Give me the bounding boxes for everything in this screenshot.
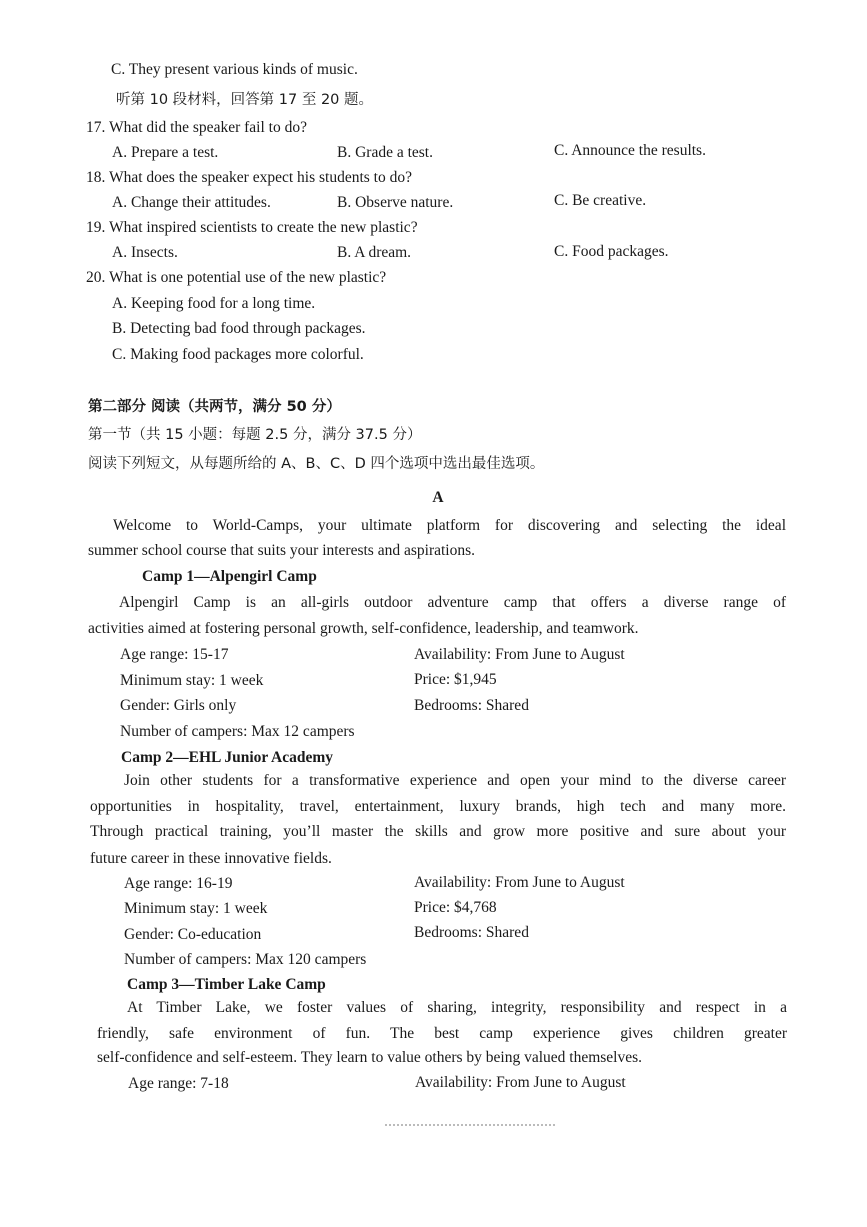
part2-heading: 第二部分 阅读（共两节，满分 50 分） <box>88 399 341 415</box>
camp-3-desc-line-2: friendly, safe environment of fun. The best camp experience gives children greater <box>97 1025 787 1042</box>
question-17-option-b: B. Grade a test. <box>337 144 433 161</box>
camp-1-availability: Availability: From June to August <box>414 646 625 663</box>
camp-1-age: Age range: 15-17 <box>120 646 229 663</box>
question-19-option-c: C. Food packages. <box>554 243 669 260</box>
camp-3-availability: Availability: From June to August <box>415 1074 626 1091</box>
camp-1-title: Camp 1—Alpengirl Camp <box>142 568 317 585</box>
camp-2-price: Price: $4,768 <box>414 899 497 916</box>
camp-3-desc-line-3: self-confidence and self-esteem. They learn to value others by being valued themselves. <box>97 1049 643 1066</box>
listening-section-intro: 听第 10 段材料，回答第 17 至 20 题。 <box>116 92 374 108</box>
camp-2-stay: Minimum stay: 1 week <box>124 900 268 917</box>
page-footer-smudge <box>385 1124 555 1130</box>
camp-1-campers: Number of campers: Max 12 campers <box>120 723 355 740</box>
camp-2-gender: Gender: Co-education <box>124 926 262 943</box>
passage-letter: A <box>432 489 444 506</box>
camp-1-bedrooms: Bedrooms: Shared <box>414 697 529 714</box>
camp-2-desc-line-4: future career in these innovative fields. <box>90 850 332 867</box>
question-17-stem: 17. What did the speaker fail to do? <box>86 119 307 136</box>
part2-instruction: 阅读下列短文，从每题所给的 A、B、C、D 四个选项中选出最佳选项。 <box>88 456 545 472</box>
camp-2-availability: Availability: From June to August <box>414 874 625 891</box>
question-20-stem: 20. What is one potential use of the new plastic? <box>86 269 387 286</box>
camp-2-age: Age range: 16-19 <box>124 875 233 892</box>
question-18-option-a: A. Change their attitudes. <box>112 194 271 211</box>
camp-3-desc-line-1: At Timber Lake, we foster values of sharing, integrity, responsibility and respect in a <box>127 999 787 1016</box>
camp-3-age: Age range: 7-18 <box>128 1075 229 1092</box>
question-20-option-b: B. Detecting bad food through packages. <box>112 320 366 337</box>
question-17-option-c: C. Announce the results. <box>554 142 706 159</box>
question-19-option-b: B. A dream. <box>337 244 412 261</box>
prev-option-c: C. They present various kinds of music. <box>111 61 358 78</box>
camp-1-desc-line-2: activities aimed at fostering personal growth, self-confidence, leadership, and teamwork. <box>88 620 639 637</box>
camp-1-stay: Minimum stay: 1 week <box>120 672 264 689</box>
camp-1-gender: Gender: Girls only <box>120 697 237 714</box>
camp-1-desc-line-1: Alpengirl Camp is an all-girls outdoor adventure camp that offers a diverse range of <box>119 594 786 611</box>
intro-line-2: summer school course that suits your interests and aspirations. <box>88 542 476 559</box>
question-20-option-c: C. Making food packages more colorful. <box>112 346 364 363</box>
question-19-option-a: A. Insects. <box>112 244 178 261</box>
camp-2-bedrooms: Bedrooms: Shared <box>414 924 529 941</box>
camp-2-campers: Number of campers: Max 120 campers <box>124 951 367 968</box>
question-18-option-b: B. Observe nature. <box>337 194 454 211</box>
question-17-option-a: A. Prepare a test. <box>112 144 219 161</box>
question-18-stem: 18. What does the speaker expect his students to do? <box>86 169 412 186</box>
question-19-stem: 19. What inspired scientists to create the new plastic? <box>86 219 418 236</box>
camp-2-desc-line-2: opportunities in hospitality, travel, entertainment, luxury brands, high tech and many more. <box>90 798 786 815</box>
camp-2-title: Camp 2—EHL Junior Academy <box>121 749 334 766</box>
question-18-option-c: C. Be creative. <box>554 192 647 209</box>
camp-2-desc-line-3: Through practical training, you’ll master the skills and grow more positive and sure about your <box>90 823 786 840</box>
camp-2-desc-line-1: Join other students for a transformative experience and open your mind to the diverse career <box>124 772 786 789</box>
intro-line-1: Welcome to World-Camps, your ultimate platform for discovering and selecting the ideal <box>113 517 786 534</box>
camp-1-price: Price: $1,945 <box>414 671 497 688</box>
part2-section1: 第一节（共 15 小题：每题 2.5 分，满分 37.5 分） <box>88 427 422 443</box>
camp-3-title: Camp 3—Timber Lake Camp <box>127 976 326 993</box>
question-20-option-a: A. Keeping food for a long time. <box>112 295 316 312</box>
